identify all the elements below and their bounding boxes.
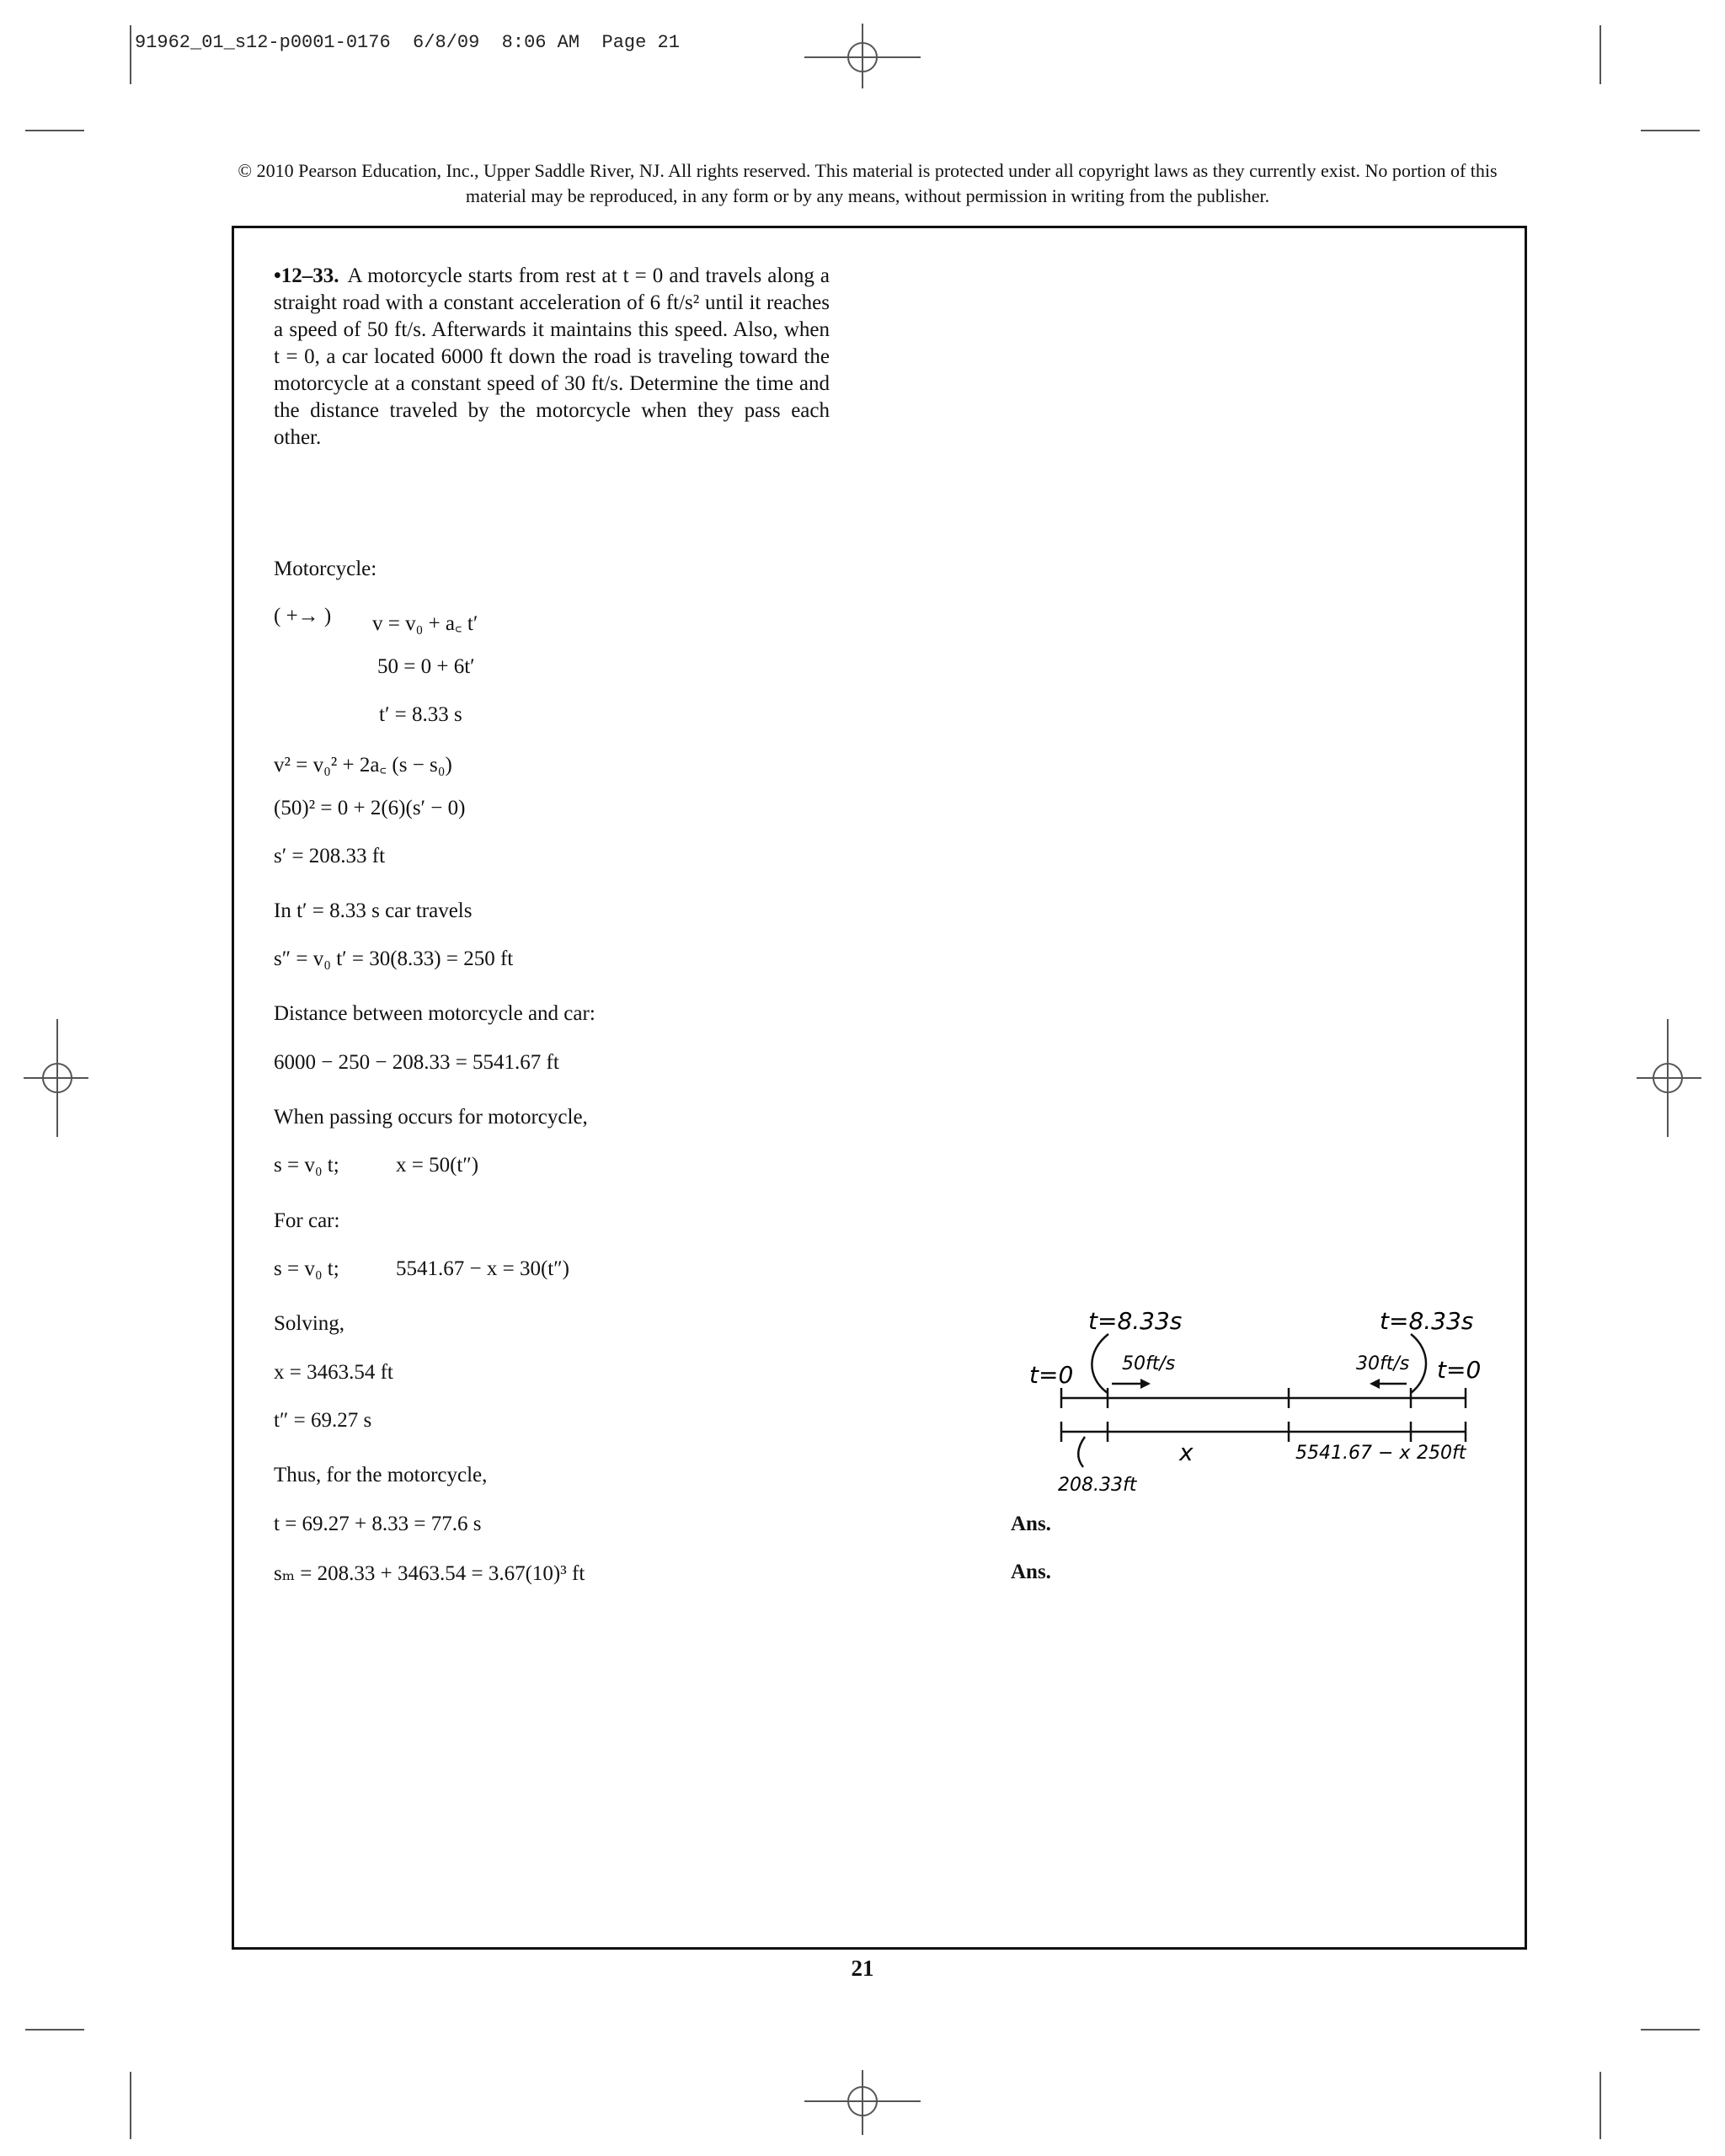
car-travel-text: In t′ = 8.33 s car travels	[274, 899, 473, 922]
equation-substitution: 50 = 0 + 6t′	[377, 655, 475, 678]
for-car-text: For car:	[274, 1209, 340, 1232]
problem-number: •12–33.	[274, 264, 339, 287]
passing-text: When passing occurs for motorcycle,	[274, 1106, 588, 1129]
print-slug: 91962_01_s12-p0001-0176 6/8/09 8:06 AM Page 21	[135, 32, 680, 53]
answer-label-distance: Ans.	[1011, 1561, 1051, 1583]
label-t833-right: t=8.33s	[1380, 1307, 1474, 1335]
label-t833-left: t=8.33s	[1088, 1307, 1183, 1335]
equation-car-distance: s″ = v₀ t′ = 30(8.33) = 250 ft	[274, 947, 514, 970]
label-dist-208: 208.33ft	[1058, 1475, 1137, 1496]
bracket-right	[1411, 1334, 1426, 1393]
label-speed-car: 30ft/s	[1356, 1353, 1410, 1374]
label-speed-motorcycle: 50ft/s	[1122, 1353, 1176, 1374]
equation-separation: 6000 − 250 − 208.33 = 5541.67 ft	[274, 1051, 559, 1074]
equation-motorcycle-position: s = v₀ t;	[274, 1154, 339, 1177]
distance-between-text: Distance between motorcycle and car:	[274, 1002, 595, 1025]
bracket-left	[1092, 1334, 1108, 1393]
equation-car-position: s = v₀ t;	[274, 1257, 339, 1280]
page-number: 21	[851, 1956, 874, 1981]
equation-distance-result: s′ = 208.33 ft	[274, 845, 386, 867]
registration-mark-top	[804, 24, 921, 88]
equation-car-x: 5541.67 − x = 30(t″)	[396, 1257, 569, 1280]
equation-t-result: t″ = 69.27 s	[274, 1409, 372, 1432]
equation-substitution-2: (50)² = 0 + 2(6)(s′ − 0)	[274, 797, 466, 819]
registration-mark-right	[1637, 1019, 1701, 1137]
equation-time-result: t′ = 8.33 s	[379, 703, 462, 726]
thus-text: Thus, for the motorcycle,	[274, 1464, 488, 1486]
equation-x-result: x = 3463.54 ft	[274, 1361, 393, 1384]
label-dist-250: 250ft	[1417, 1443, 1466, 1464]
registration-mark-bottom	[804, 2070, 921, 2135]
problem-text: A motorcycle starts from rest at t = 0 and travels along a straight road with a constant acceleration of 6 ft/s² until it reaches a speed of 50 ft/s. Afterwards it maintains this speed. Also, when t = 0, a car located 6000 ft down the road is traveling toward the motorcycle at a constant speed of 30 ft/s. Determine the time and the distance traveled by the motorcycle when they pass each other.	[274, 264, 830, 449]
label-t0-right: t=0	[1437, 1356, 1482, 1384]
copyright-notice: © 2010 Pearson Education, Inc., Upper Saddle River, NJ. All rights reserved. This material is protected under all copyright laws as they currently exist. No portion of this material may be reproduced, in any form or by any means, without permission in writing from the publisher.	[238, 160, 1498, 206]
solving-text: Solving,	[274, 1312, 345, 1335]
solution-frame	[232, 226, 1527, 1950]
sign-convention: ( +→ )	[274, 605, 332, 627]
equation-velocity: v = v₀ + a꜀ t′	[372, 612, 478, 635]
equation-total-distance: sₘ = 208.33 + 3463.54 = 3.67(10)³ ft	[274, 1562, 585, 1585]
motorcycle-label: Motorcycle:	[274, 558, 377, 580]
motion-diagram	[1028, 1304, 1499, 1506]
answer-label-time: Ans.	[1011, 1513, 1051, 1535]
brace-208	[1078, 1437, 1085, 1467]
label-dist-x: x	[1179, 1438, 1194, 1466]
label-t0-left: t=0	[1029, 1361, 1074, 1389]
equation-total-time: t = 69.27 + 8.33 = 77.6 s	[274, 1513, 482, 1535]
equation-velocity-squared: v² = v₀² + 2a꜀ (s − s₀)	[274, 754, 452, 776]
equation-motorcycle-x: x = 50(t″)	[396, 1154, 479, 1177]
problem-statement	[274, 263, 830, 451]
registration-mark-left	[24, 1019, 88, 1137]
label-dist-remaining: 5541.67 − x	[1295, 1443, 1411, 1464]
